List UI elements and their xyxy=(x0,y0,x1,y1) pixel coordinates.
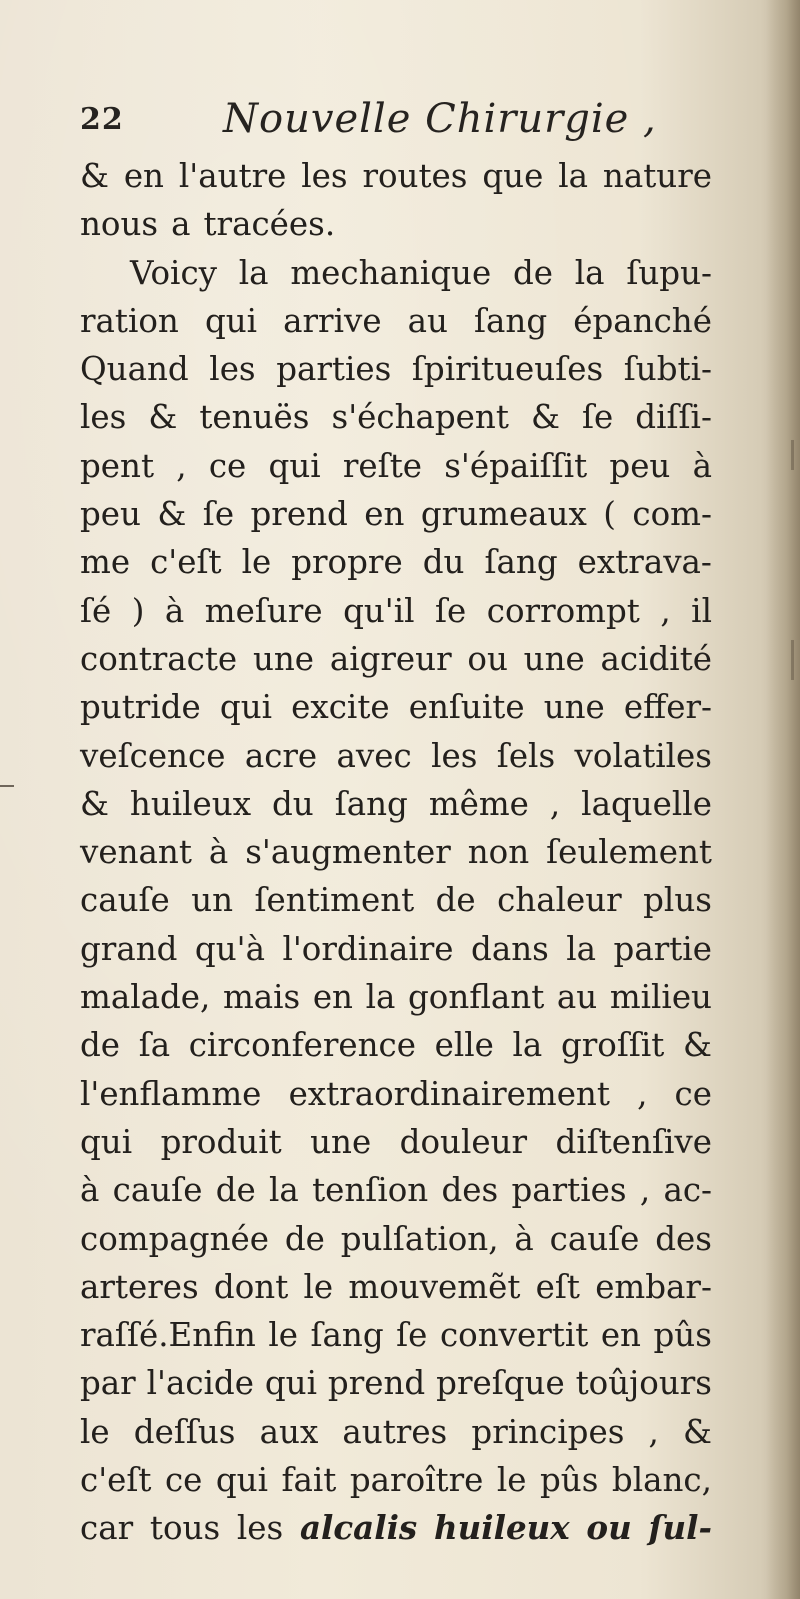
word: Quand xyxy=(80,350,189,389)
text-line xyxy=(80,393,712,441)
text-line xyxy=(80,1263,712,1311)
word: extraordinairement xyxy=(288,1074,610,1113)
text-line xyxy=(80,152,712,200)
word: des xyxy=(655,1219,712,1258)
word: embar- xyxy=(595,1267,712,1306)
word: qui xyxy=(204,301,258,340)
word: épanché xyxy=(573,301,712,340)
word: ( xyxy=(603,495,616,534)
text-line xyxy=(80,297,712,345)
text-line xyxy=(80,780,712,828)
word: ſang xyxy=(334,784,408,823)
word: l'ordinaire xyxy=(282,929,454,968)
word: diſſi- xyxy=(635,398,712,437)
word: elle xyxy=(434,1026,494,1065)
word: la xyxy=(238,253,269,292)
word: de xyxy=(435,881,476,920)
word: acre xyxy=(244,736,318,775)
text-line xyxy=(80,1456,712,1504)
word: s'épaiſſit xyxy=(444,446,588,485)
word: c'eſt xyxy=(80,1461,152,1500)
word: pulſation, xyxy=(340,1219,499,1258)
body-text xyxy=(80,152,712,1553)
word: le xyxy=(303,1267,334,1306)
text-line xyxy=(80,1215,712,1263)
word: ce xyxy=(164,1461,203,1500)
word: à xyxy=(514,1219,534,1258)
text-line xyxy=(80,1118,712,1166)
word: circonference xyxy=(188,1026,416,1065)
word: le xyxy=(241,543,272,582)
word: car xyxy=(80,1509,134,1548)
text-line xyxy=(80,876,712,924)
word: le xyxy=(268,1316,298,1355)
word: s'augmenter xyxy=(245,833,451,872)
word: qui xyxy=(268,446,321,485)
text-line xyxy=(80,1021,712,1069)
word: tracées. xyxy=(203,205,336,244)
word: pûs xyxy=(653,1316,712,1355)
word: parties xyxy=(511,1171,627,1210)
margin-mark xyxy=(791,640,794,680)
word: , xyxy=(660,591,671,630)
text-line xyxy=(80,249,712,297)
word: & xyxy=(80,157,109,195)
text-line xyxy=(80,490,712,538)
word: des xyxy=(441,1171,499,1210)
word: une xyxy=(252,639,315,678)
word: alcalis xyxy=(299,1508,418,1548)
word: ſubti- xyxy=(623,350,712,389)
text-line xyxy=(80,732,712,780)
word: milieu xyxy=(609,978,712,1017)
word: convertit xyxy=(439,1316,589,1355)
word: il xyxy=(691,591,712,630)
word: qui xyxy=(219,688,273,727)
word: qui xyxy=(264,1364,318,1403)
word: toûjours xyxy=(575,1364,712,1403)
word: me xyxy=(80,543,131,582)
margin-mark xyxy=(791,440,794,470)
word: ſang xyxy=(484,543,558,582)
word: , xyxy=(637,1074,648,1113)
text-line xyxy=(80,1311,712,1359)
word: tenuës xyxy=(199,398,310,437)
word: ſang xyxy=(310,1316,384,1355)
text-line xyxy=(80,200,712,248)
word: extrava- xyxy=(577,543,712,582)
word: peu xyxy=(80,495,141,534)
word: de xyxy=(215,1171,256,1210)
word: ) xyxy=(131,591,145,630)
text-line xyxy=(80,828,712,876)
margin-mark xyxy=(0,785,14,787)
word: autres xyxy=(342,1412,448,1451)
word: en xyxy=(364,495,405,534)
word: groſſit xyxy=(560,1026,665,1065)
word: les xyxy=(236,1509,284,1548)
word: qui xyxy=(80,1122,133,1161)
word: dont xyxy=(213,1267,289,1306)
word: une xyxy=(310,1122,372,1161)
word: effer- xyxy=(623,688,712,727)
word: pûs xyxy=(539,1461,599,1500)
word: preſque xyxy=(436,1364,565,1403)
word: ſang xyxy=(474,301,548,340)
word: & xyxy=(683,1412,712,1451)
word: à xyxy=(80,1171,100,1210)
word: ſul- xyxy=(648,1508,712,1548)
word: & xyxy=(148,398,178,437)
page-number: 22 xyxy=(80,102,124,137)
word: à xyxy=(164,591,185,630)
word: pent xyxy=(80,446,155,485)
word: c'eſt xyxy=(150,543,222,582)
word: la xyxy=(269,1171,299,1210)
word: excite xyxy=(291,688,390,727)
text-line xyxy=(80,345,712,393)
word: deſſus xyxy=(133,1412,236,1451)
word: fait xyxy=(281,1461,337,1500)
text-line xyxy=(80,1166,712,1214)
word: au xyxy=(556,978,598,1017)
word: une xyxy=(523,639,585,678)
word: à xyxy=(692,446,712,485)
word: les xyxy=(209,350,256,389)
word: tenſion xyxy=(312,1171,429,1210)
word: que xyxy=(482,157,544,195)
word: dans xyxy=(471,929,549,968)
word: au xyxy=(407,301,448,340)
text-line xyxy=(80,1504,712,1552)
word: en xyxy=(312,978,353,1017)
word: plus xyxy=(643,881,712,920)
word: malade, xyxy=(80,978,211,1017)
word: reſte xyxy=(342,446,422,485)
word: paroître xyxy=(349,1461,484,1500)
word: mouvemẽt xyxy=(348,1267,521,1306)
word: les xyxy=(301,157,348,195)
word: même xyxy=(428,784,529,823)
word: meſure xyxy=(204,591,323,630)
word: un xyxy=(191,881,234,920)
word: une xyxy=(543,688,605,727)
word: raſſé.Enfin xyxy=(80,1316,256,1355)
word: eſt xyxy=(535,1267,580,1306)
word: douleur xyxy=(399,1122,528,1161)
word: nature xyxy=(602,157,712,195)
word: nous xyxy=(80,205,159,244)
word: de xyxy=(80,1026,121,1065)
word: du xyxy=(422,543,465,582)
word: & xyxy=(80,784,109,823)
word: ou xyxy=(467,639,508,678)
word: de xyxy=(284,1219,325,1258)
word: mais xyxy=(222,978,301,1017)
word: a xyxy=(171,205,191,244)
word: cauſe xyxy=(549,1219,640,1258)
word: le xyxy=(80,1412,110,1451)
page-header xyxy=(80,96,720,146)
text-line xyxy=(80,925,712,973)
word: veſcence xyxy=(80,736,226,775)
word: à xyxy=(208,833,229,872)
text-line xyxy=(80,1408,712,1456)
word: ſentiment xyxy=(254,881,415,920)
word: blanc, xyxy=(611,1461,712,1500)
word: routes xyxy=(362,157,468,195)
word: & xyxy=(530,398,560,437)
word: corrompt xyxy=(486,591,640,630)
word: non xyxy=(467,833,530,872)
word: com- xyxy=(632,495,712,534)
word: en xyxy=(600,1316,641,1355)
word: ſe xyxy=(435,591,467,630)
word: parties xyxy=(276,350,392,389)
word: l'acide xyxy=(146,1364,254,1403)
word: la xyxy=(558,157,589,195)
word: ſe xyxy=(396,1316,428,1355)
word: ce xyxy=(674,1074,712,1113)
word: ſupu- xyxy=(626,253,712,292)
word: Voicy xyxy=(130,253,218,292)
word: le xyxy=(496,1461,527,1500)
word: venant xyxy=(80,833,192,872)
running-title: Nouvelle Chirurgie , xyxy=(223,96,657,142)
word: aigreur xyxy=(329,639,452,678)
word: cauſe xyxy=(112,1171,203,1210)
word: mechanique xyxy=(290,253,492,292)
word: grand xyxy=(80,929,178,968)
word: compagnée xyxy=(80,1219,269,1258)
word: qu'il xyxy=(343,591,415,630)
word: qu'à xyxy=(194,929,265,968)
text-line xyxy=(80,973,712,1021)
text-line xyxy=(80,442,712,490)
word: la xyxy=(365,978,396,1017)
word: acidité xyxy=(600,639,712,678)
word: la xyxy=(566,929,597,968)
word: prend xyxy=(250,495,348,534)
text-line xyxy=(80,538,712,586)
word: ſpiritueuſes xyxy=(411,350,604,389)
word: ſé xyxy=(80,591,112,630)
word: l'enflamme xyxy=(80,1074,262,1113)
word: en xyxy=(123,157,164,195)
text-line xyxy=(80,635,712,683)
word: la xyxy=(574,253,605,292)
text-line xyxy=(80,683,712,731)
word: ſe xyxy=(581,398,614,437)
word: arrive xyxy=(283,301,382,340)
word: , xyxy=(639,1171,651,1210)
word: ac- xyxy=(663,1171,712,1210)
word: putride xyxy=(80,688,201,727)
word: huileux xyxy=(129,784,252,823)
word: les xyxy=(80,398,127,437)
word: , xyxy=(176,446,187,485)
word: chaleur xyxy=(497,881,622,920)
word: l'autre xyxy=(178,157,287,195)
word: par xyxy=(80,1364,136,1403)
word: huileux xyxy=(434,1508,570,1548)
word: avec xyxy=(336,736,412,775)
word: ce xyxy=(208,446,247,485)
word: ſeulement xyxy=(546,833,712,872)
word: aux xyxy=(259,1412,319,1451)
word: contracte xyxy=(80,639,238,678)
word: partie xyxy=(613,929,712,968)
word: grumeaux xyxy=(420,495,587,534)
word: cauſe xyxy=(80,881,170,920)
word: la xyxy=(512,1026,543,1065)
word: les xyxy=(431,736,478,775)
word: tous xyxy=(149,1509,221,1548)
word: , xyxy=(648,1412,659,1451)
word: de xyxy=(512,253,553,292)
word: , xyxy=(549,784,561,823)
text-line xyxy=(80,1070,712,1118)
word: laquelle xyxy=(581,784,712,823)
word: produit xyxy=(160,1122,282,1161)
word: arteres xyxy=(80,1267,199,1306)
word: gonflant xyxy=(407,978,545,1017)
word: volatiles xyxy=(574,736,712,775)
word: ou xyxy=(586,1508,632,1548)
word: qui xyxy=(215,1461,269,1500)
word: & xyxy=(157,495,187,534)
word: ſels xyxy=(496,736,556,775)
word: prend xyxy=(327,1364,426,1403)
word: & xyxy=(683,1026,712,1065)
word: peu xyxy=(609,446,671,485)
word: principes xyxy=(471,1412,625,1451)
word: du xyxy=(272,784,314,823)
word: s'échapent xyxy=(331,398,509,437)
text-line xyxy=(80,587,712,635)
text-line xyxy=(80,1359,712,1407)
word: ſa xyxy=(138,1026,171,1065)
word: diſtenſive xyxy=(555,1122,712,1161)
word: propre xyxy=(291,543,403,582)
page-gutter-shadow xyxy=(766,0,800,1599)
word: ſe xyxy=(202,495,235,534)
word: enſuite xyxy=(408,688,525,727)
word: ration xyxy=(80,301,179,340)
